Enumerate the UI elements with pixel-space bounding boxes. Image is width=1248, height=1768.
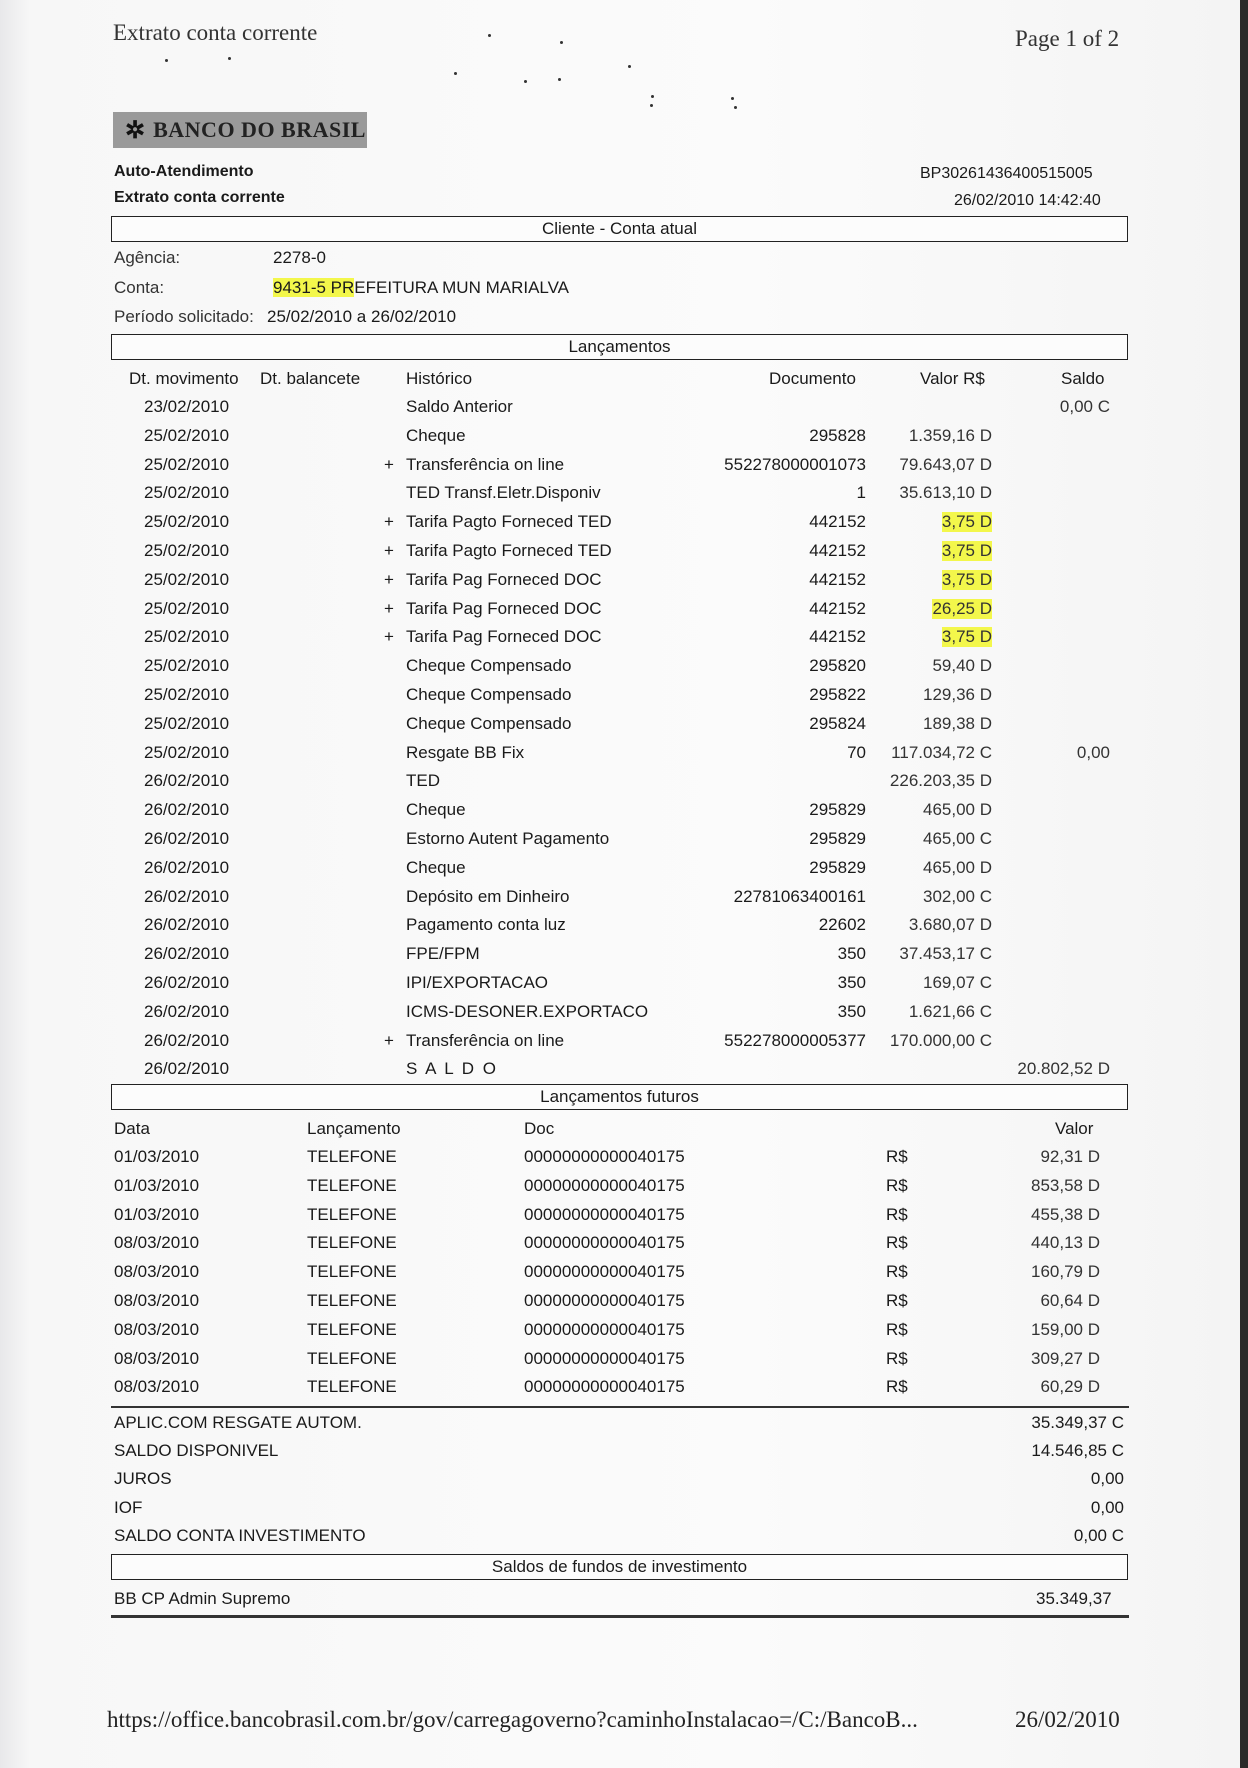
client-section-header xyxy=(111,216,1128,242)
futuros-section-header xyxy=(111,1084,1128,1110)
row-documento: 442152 xyxy=(809,569,866,589)
row-documento: 295829 xyxy=(809,800,866,820)
row-historico: S A L D O xyxy=(406,1059,499,1079)
row-date: 25/02/2010 xyxy=(144,627,230,647)
row-documento: 22781063400161 xyxy=(733,886,866,906)
row-historico: Transferência on line xyxy=(406,454,565,474)
row-documento: 22602 xyxy=(818,915,866,935)
row-saldo: 0,00 xyxy=(1076,742,1110,762)
row-valor: 170.000,00 C xyxy=(889,1030,992,1050)
row-valor: 37.453,17 C xyxy=(899,944,992,964)
conta-value xyxy=(273,278,569,298)
row-date: 26/02/2010 xyxy=(144,944,230,964)
row-saldo: 0,00 C xyxy=(1059,397,1110,416)
scan-speck xyxy=(558,78,561,81)
table-row xyxy=(0,1031,1248,1059)
table-row xyxy=(0,1002,1248,1030)
scan-speck xyxy=(651,95,654,98)
row-date: 26/02/2010 xyxy=(144,800,230,820)
row-historico: Depósito em Dinheiro xyxy=(406,886,570,906)
fut-valor: 853,58 D xyxy=(1031,1175,1100,1195)
col-header-valor: Valor R$ xyxy=(920,369,985,388)
bottom-divider xyxy=(111,1615,1129,1618)
table-row xyxy=(0,512,1248,540)
row-date: 25/02/2010 xyxy=(144,569,230,589)
periodo-label: Período solicitado: xyxy=(114,307,254,326)
row-historico: Cheque xyxy=(406,425,466,445)
table-row xyxy=(0,944,1248,972)
table-row xyxy=(0,627,1248,655)
table-row xyxy=(0,829,1248,857)
row-valor: 1.621,66 C xyxy=(908,1001,992,1021)
table-row xyxy=(0,1291,1248,1319)
fut-date: 08/03/2010 xyxy=(114,1262,200,1282)
table-row xyxy=(0,1147,1248,1175)
fundos-section-title: Saldos de fundos de investimento xyxy=(491,1557,748,1576)
print-footer-url: https://office.bancobrasil.com.br/gov/carregagoverno?caminhoInstalacao=/C:/BancoB... xyxy=(107,1707,918,1732)
row-historico: Saldo Anterior xyxy=(406,397,513,416)
row-historico: ICMS-DESONER.EXPORTACO xyxy=(406,1001,649,1021)
fut-currency: R$ xyxy=(886,1377,908,1397)
row-date: 25/02/2010 xyxy=(144,512,230,532)
row-plus-marker: + xyxy=(384,541,394,560)
fut-doc: 00000000000040175 xyxy=(524,1233,685,1253)
print-header-page: Page 1 of 2 xyxy=(1015,26,1120,51)
row-historico: Cheque xyxy=(406,800,466,820)
row-valor: 3.680,07 D xyxy=(908,915,992,935)
row-plus-marker: + xyxy=(384,1030,394,1050)
row-historico: TED Transf.Eletr.Disponiv xyxy=(406,483,601,503)
table-row xyxy=(0,685,1248,713)
lancamentos-section-header xyxy=(111,334,1128,360)
row-historico: Tarifa Pag Forneced DOC xyxy=(406,598,602,618)
row-date: 26/02/2010 xyxy=(144,1059,230,1079)
table-row xyxy=(0,656,1248,684)
row-documento: 295820 xyxy=(809,656,866,676)
table-row xyxy=(0,1377,1248,1405)
fut-currency: R$ xyxy=(886,1262,908,1282)
row-documento: 295829 xyxy=(809,829,866,848)
row-valor: 465,00 D xyxy=(923,857,992,877)
row-date: 26/02/2010 xyxy=(144,1030,230,1050)
fut-valor: 159,00 D xyxy=(1031,1319,1100,1339)
row-documento: 295828 xyxy=(809,425,866,445)
table-row xyxy=(0,397,1248,425)
bb-logo-icon: ✲ xyxy=(125,116,146,144)
row-historico: TED xyxy=(406,771,440,791)
fut-doc: 00000000000040175 xyxy=(524,1319,685,1339)
fut-currency: R$ xyxy=(886,1291,908,1310)
fut-lancamento: TELEFONE xyxy=(307,1175,397,1195)
table-row xyxy=(0,1233,1248,1261)
row-historico: Transferência on line xyxy=(406,1030,565,1050)
table-row xyxy=(0,714,1248,742)
row-date: 26/02/2010 xyxy=(144,973,230,992)
table-row xyxy=(0,1413,1248,1441)
row-historico: Pagamento conta luz xyxy=(406,915,566,935)
row-documento: 442152 xyxy=(809,598,866,618)
table-row xyxy=(0,743,1248,771)
row-date: 26/02/2010 xyxy=(144,829,230,848)
scan-speck xyxy=(228,57,231,60)
table-row xyxy=(0,771,1248,799)
scan-speck xyxy=(731,97,734,100)
fut-lancamento: TELEFONE xyxy=(307,1377,397,1397)
fut-doc: 00000000000040175 xyxy=(524,1147,685,1166)
row-valor: 465,00 C xyxy=(923,829,992,848)
table-row xyxy=(0,426,1248,454)
fut-valor: 440,13 D xyxy=(1031,1233,1100,1253)
row-historico: Tarifa Pag Forneced DOC xyxy=(406,627,602,647)
row-documento: 70 xyxy=(847,742,866,762)
total-label: APLIC.COM RESGATE AUTOM. xyxy=(114,1413,362,1432)
periodo-value: 25/02/2010 a 26/02/2010 xyxy=(267,307,457,326)
row-plus-marker: + xyxy=(384,454,394,474)
fut-lancamento: TELEFONE xyxy=(307,1319,397,1339)
total-label: SALDO DISPONIVEL xyxy=(114,1441,279,1461)
row-date: 25/02/2010 xyxy=(144,541,230,560)
row-plus-marker: + xyxy=(384,598,394,618)
row-date: 26/02/2010 xyxy=(144,1001,230,1021)
row-historico: Cheque Compensado xyxy=(406,713,572,733)
row-date: 25/02/2010 xyxy=(144,685,230,704)
col-header-historico: Histórico xyxy=(406,369,473,388)
row-date: 25/02/2010 xyxy=(144,598,230,618)
client-section-title: Cliente - Conta atual xyxy=(542,219,697,238)
fut-valor: 455,38 D xyxy=(1031,1204,1100,1224)
row-valor: 129,36 D xyxy=(923,685,992,704)
scan-speck xyxy=(454,72,457,75)
row-historico: Resgate BB Fix xyxy=(406,742,525,762)
fut-header-data: Data xyxy=(114,1119,150,1138)
col-header-documento: Documento xyxy=(769,369,856,388)
table-row xyxy=(0,1469,1248,1497)
table-row xyxy=(0,887,1248,915)
agencia-label: Agência: xyxy=(114,248,181,267)
fut-date: 08/03/2010 xyxy=(114,1319,200,1339)
doc-type-label: Extrato conta corrente xyxy=(114,189,285,206)
row-historico: Cheque xyxy=(406,857,466,877)
table-row xyxy=(0,570,1248,598)
fut-doc: 00000000000040175 xyxy=(524,1262,685,1282)
row-documento: 350 xyxy=(837,1001,866,1021)
total-value: 14.546,85 C xyxy=(1031,1441,1124,1461)
conta-holder-name: EFEITURA MUN MARIALVA xyxy=(354,278,570,297)
total-value: 35.349,37 C xyxy=(1031,1413,1124,1432)
row-documento: 295824 xyxy=(809,713,866,733)
scan-speck xyxy=(488,34,491,37)
table-row xyxy=(0,455,1248,483)
fut-valor: 160,79 D xyxy=(1031,1262,1100,1282)
row-historico: Estorno Autent Pagamento xyxy=(406,829,610,848)
agencia-value: 2278-0 xyxy=(273,248,326,267)
row-plus-marker: + xyxy=(384,569,394,589)
row-historico: Cheque Compensado xyxy=(406,685,572,704)
row-valor: 35.613,10 D xyxy=(899,483,992,503)
table-row xyxy=(0,599,1248,627)
fut-currency: R$ xyxy=(886,1147,908,1166)
statement-datetime: 26/02/2010 14:42:40 xyxy=(954,192,1101,209)
fut-currency: R$ xyxy=(886,1319,908,1339)
row-historico: FPE/FPM xyxy=(406,944,480,964)
table-row xyxy=(0,858,1248,886)
col-header-dt-movimento: Dt. movimento xyxy=(129,369,239,388)
total-value: 0,00 xyxy=(1090,1497,1124,1517)
scan-speck xyxy=(524,80,527,83)
row-documento: 350 xyxy=(837,944,866,964)
table-row xyxy=(0,1498,1248,1526)
row-date: 26/02/2010 xyxy=(144,771,230,791)
scan-speck xyxy=(628,65,631,68)
fut-lancamento: TELEFONE xyxy=(307,1204,397,1224)
fut-header-lancamento: Lançamento xyxy=(307,1119,401,1138)
scan-speck xyxy=(734,106,737,109)
row-date: 26/02/2010 xyxy=(144,886,230,906)
fut-valor: 92,31 D xyxy=(1040,1147,1100,1166)
table-row xyxy=(0,915,1248,943)
row-documento: 1 xyxy=(856,483,866,503)
col-header-saldo: Saldo xyxy=(1061,369,1105,388)
row-documento: 350 xyxy=(837,973,866,992)
fut-lancamento: TELEFONE xyxy=(307,1291,397,1310)
table-row xyxy=(0,483,1248,511)
fut-date: 08/03/2010 xyxy=(114,1291,200,1310)
row-valor: 3,75 D xyxy=(941,512,992,532)
row-documento: 442152 xyxy=(809,512,866,532)
table-row xyxy=(0,1349,1248,1377)
row-valor: 3,75 D xyxy=(941,541,992,560)
total-value: 0,00 xyxy=(1090,1469,1124,1489)
fut-header-doc: Doc xyxy=(524,1119,555,1138)
fut-date: 08/03/2010 xyxy=(114,1348,200,1368)
fut-lancamento: TELEFONE xyxy=(307,1147,397,1166)
fut-lancamento: TELEFONE xyxy=(307,1233,397,1253)
fut-valor: 60,64 D xyxy=(1040,1291,1100,1310)
row-valor: 79.643,07 D xyxy=(899,454,992,474)
fundo-value: 35.349,37 xyxy=(1036,1589,1112,1608)
table-row xyxy=(0,1262,1248,1290)
fut-currency: R$ xyxy=(886,1348,908,1368)
row-date: 25/02/2010 xyxy=(144,483,230,503)
row-plus-marker: + xyxy=(384,512,394,532)
row-date: 25/02/2010 xyxy=(144,713,230,733)
col-header-dt-balancete: Dt. balancete xyxy=(260,369,361,388)
statement-code: BP30261436400515005 xyxy=(920,165,1093,182)
totals-divider xyxy=(111,1406,1129,1408)
print-header-title: Extrato conta corrente xyxy=(113,20,318,45)
conta-number-highlight: 9431-5 PR xyxy=(273,278,355,297)
fut-doc: 00000000000040175 xyxy=(524,1348,685,1368)
total-value: 0,00 C xyxy=(1073,1525,1124,1545)
row-documento: 442152 xyxy=(809,627,866,647)
service-label: Auto-Atendimento xyxy=(114,163,254,180)
row-valor: 1.359,16 D xyxy=(908,425,992,445)
row-date: 23/02/2010 xyxy=(144,397,230,416)
table-row xyxy=(0,1441,1248,1469)
table-row xyxy=(0,1526,1248,1554)
fundo-name: BB CP Admin Supremo xyxy=(114,1589,291,1608)
fut-date: 08/03/2010 xyxy=(114,1377,200,1397)
fut-doc: 00000000000040175 xyxy=(524,1175,685,1195)
row-historico: Tarifa Pagto Forneced TED xyxy=(406,512,612,532)
row-documento: 295822 xyxy=(809,685,866,704)
row-valor: 117.034,72 C xyxy=(891,742,992,762)
row-documento: 552278000001073 xyxy=(724,454,866,474)
fut-header-valor: Valor xyxy=(1055,1119,1094,1138)
scan-speck xyxy=(650,104,653,107)
fut-lancamento: TELEFONE xyxy=(307,1262,397,1282)
bank-logo-text: BANCO DO BRASIL xyxy=(153,117,366,142)
row-valor: 26,25 D xyxy=(932,598,992,618)
fut-date: 01/03/2010 xyxy=(114,1175,200,1195)
table-row xyxy=(0,800,1248,828)
fut-doc: 00000000000040175 xyxy=(524,1291,685,1310)
row-date: 26/02/2010 xyxy=(144,857,230,877)
row-date: 26/02/2010 xyxy=(144,915,230,935)
row-saldo: 20.802,52 D xyxy=(1017,1059,1110,1079)
bank-logo xyxy=(113,112,367,148)
fut-valor: 60,29 D xyxy=(1040,1377,1100,1397)
row-date: 25/02/2010 xyxy=(144,454,230,474)
fut-doc: 00000000000040175 xyxy=(524,1204,685,1224)
table-row xyxy=(0,973,1248,1001)
scan-speck xyxy=(165,59,168,62)
row-valor: 3,75 D xyxy=(941,569,992,589)
row-historico: IPI/EXPORTACAO xyxy=(406,973,549,992)
fut-doc: 00000000000040175 xyxy=(524,1377,685,1397)
row-historico: Tarifa Pagto Forneced TED xyxy=(406,541,612,560)
row-valor: 169,07 C xyxy=(923,973,992,992)
print-footer-date: 26/02/2010 xyxy=(1015,1707,1120,1732)
row-valor: 3,75 D xyxy=(941,627,992,647)
fut-date: 01/03/2010 xyxy=(114,1147,200,1166)
total-label: SALDO CONTA INVESTIMENTO xyxy=(114,1525,366,1545)
table-row xyxy=(0,1205,1248,1233)
row-date: 25/02/2010 xyxy=(144,425,230,445)
fut-currency: R$ xyxy=(886,1175,908,1195)
fut-date: 01/03/2010 xyxy=(114,1204,200,1224)
row-date: 25/02/2010 xyxy=(144,742,230,762)
table-row xyxy=(0,1176,1248,1204)
lancamentos-section-title: Lançamentos xyxy=(568,337,671,356)
row-documento: 552278000005377 xyxy=(724,1030,866,1050)
fundos-section-header xyxy=(111,1554,1128,1580)
futuros-section-title: Lançamentos futuros xyxy=(540,1087,699,1106)
row-valor: 226.203,35 D xyxy=(889,771,992,791)
table-row xyxy=(0,1320,1248,1348)
row-date: 25/02/2010 xyxy=(144,656,230,676)
row-plus-marker: + xyxy=(384,627,394,647)
row-documento: 442152 xyxy=(809,541,866,560)
fut-currency: R$ xyxy=(886,1233,908,1253)
row-historico: Cheque Compensado xyxy=(406,656,572,676)
row-valor: 302,00 C xyxy=(923,886,992,906)
total-label: IOF xyxy=(114,1497,143,1517)
fut-currency: R$ xyxy=(886,1204,908,1224)
fut-date: 08/03/2010 xyxy=(114,1233,200,1253)
fut-lancamento: TELEFONE xyxy=(307,1348,397,1368)
scan-speck xyxy=(560,41,563,44)
row-valor: 189,38 D xyxy=(923,713,992,733)
row-valor: 59,40 D xyxy=(932,656,992,676)
row-historico: Tarifa Pag Forneced DOC xyxy=(406,569,602,589)
row-documento: 295829 xyxy=(809,857,866,877)
table-row xyxy=(0,541,1248,569)
row-valor: 465,00 D xyxy=(923,800,992,820)
total-label: JUROS xyxy=(114,1469,172,1489)
fut-valor: 309,27 D xyxy=(1031,1348,1100,1368)
conta-label: Conta: xyxy=(114,278,165,297)
